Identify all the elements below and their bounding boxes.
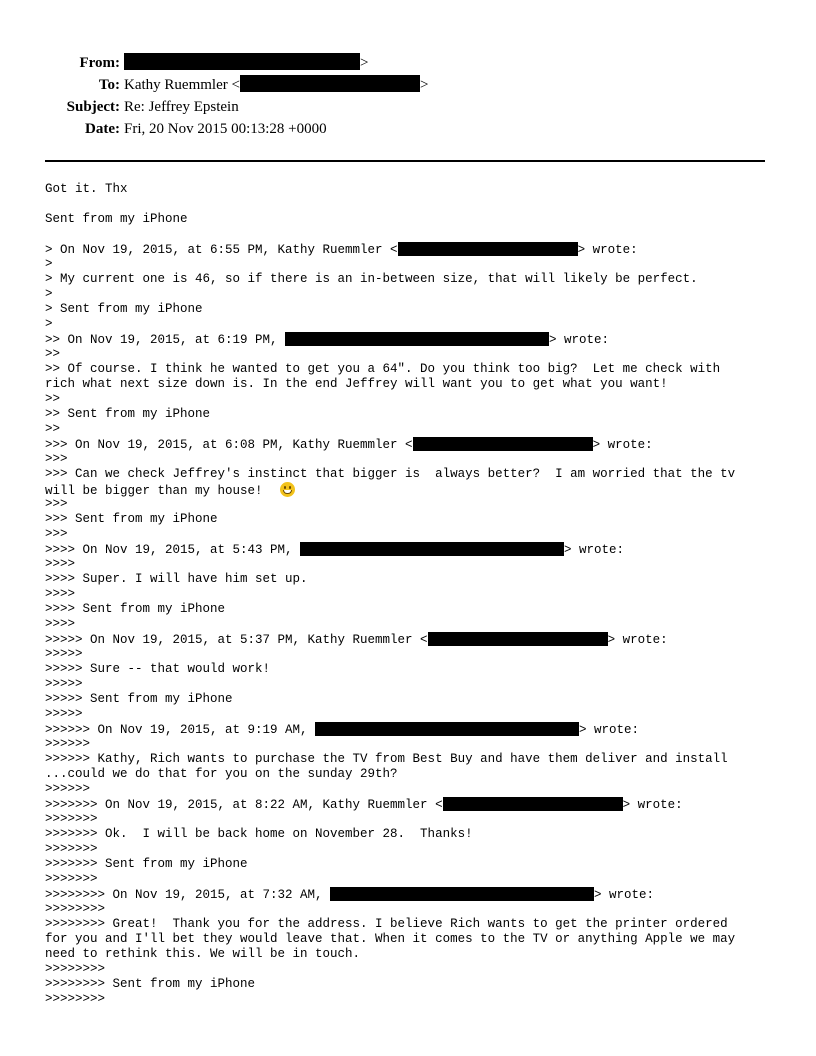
body-line bbox=[45, 572, 775, 587]
body-line-text: will be bigger than my house! bbox=[45, 484, 278, 498]
body-line-text: >> Of course. I think he wanted to get you a 64". Do you think too big? Let me check with bbox=[45, 362, 721, 376]
body-line bbox=[45, 497, 775, 512]
body-line bbox=[45, 542, 775, 557]
body-line bbox=[45, 587, 775, 602]
body-line-text: >>> bbox=[45, 497, 68, 511]
body-line bbox=[45, 347, 775, 362]
body-line bbox=[45, 842, 775, 857]
redaction-box bbox=[398, 242, 578, 256]
body-line bbox=[45, 932, 775, 947]
grinning-face-icon bbox=[280, 482, 295, 497]
body-line-suffix: > wrote: bbox=[592, 438, 653, 452]
body-line bbox=[45, 392, 775, 407]
body-line-text: >> Sent from my iPhone bbox=[45, 407, 211, 421]
to-row bbox=[0, 74, 816, 96]
body-line bbox=[45, 407, 775, 422]
body-line-text: Sent from my iPhone bbox=[45, 212, 188, 226]
body-line bbox=[45, 377, 775, 392]
body-line bbox=[45, 722, 775, 737]
body-line-text: >>>>>>> bbox=[45, 842, 98, 856]
body-line-text: >>>>>>> bbox=[45, 872, 98, 886]
body-line-text: >>>>>>>> Great! Thank you for the address. I believe Rich wants to get the printer ordered bbox=[45, 917, 728, 931]
body-line-text: >> bbox=[45, 392, 61, 406]
body-line bbox=[45, 962, 775, 977]
redaction-box bbox=[124, 53, 360, 70]
from-value: > bbox=[124, 52, 368, 74]
body-line bbox=[45, 272, 775, 287]
body-line bbox=[45, 182, 775, 197]
body-line-suffix: > wrote: bbox=[594, 888, 655, 902]
body-line bbox=[45, 422, 775, 437]
body-line-text: >>>>>>> Sent from my iPhone bbox=[45, 857, 248, 871]
body-line bbox=[45, 992, 775, 1007]
body-line-text: >>>>>> On Nov 19, 2015, at 9:19 AM, bbox=[45, 723, 316, 737]
body-line-suffix: > wrote: bbox=[607, 633, 668, 647]
body-line-text: >>>> bbox=[45, 617, 76, 631]
body-line bbox=[45, 227, 775, 242]
body-line-text: >>>>>>>> bbox=[45, 992, 106, 1006]
body-line bbox=[45, 527, 775, 542]
date-label: Date: bbox=[85, 121, 120, 137]
to-label: To: bbox=[98, 77, 120, 93]
body-line bbox=[45, 857, 775, 872]
body-line-text: >>> On Nov 19, 2015, at 6:08 PM, Kathy Ruemmler < bbox=[45, 438, 413, 452]
body-line bbox=[45, 212, 775, 227]
body-line-suffix: > wrote: bbox=[577, 243, 638, 257]
body-line bbox=[45, 362, 775, 377]
date-row bbox=[0, 118, 816, 140]
body-line-text: >> bbox=[45, 422, 61, 436]
body-line bbox=[45, 437, 775, 452]
body-line-text: >>>> Sent from my iPhone bbox=[45, 602, 226, 616]
body-line bbox=[45, 737, 775, 752]
body-line-text: >>>>>>>> bbox=[45, 962, 106, 976]
body-line bbox=[45, 317, 775, 332]
body-line bbox=[45, 467, 775, 482]
body-line bbox=[45, 242, 775, 257]
body-line bbox=[45, 332, 775, 347]
body-line-text: >>>>> Sent from my iPhone bbox=[45, 692, 233, 706]
body-line bbox=[45, 797, 775, 812]
body-line bbox=[45, 707, 775, 722]
header-divider bbox=[45, 160, 765, 162]
body-line bbox=[45, 782, 775, 797]
body-line-text: >>>>> bbox=[45, 647, 83, 661]
body-line bbox=[45, 632, 775, 647]
from-label: From: bbox=[79, 55, 120, 71]
body-line-text: >>>>>>> On Nov 19, 2015, at 8:22 AM, Kathy Ruemmler < bbox=[45, 798, 443, 812]
body-line bbox=[45, 662, 775, 677]
body-line bbox=[45, 827, 775, 842]
body-line bbox=[45, 917, 775, 932]
body-line-text: > bbox=[45, 287, 53, 301]
body-line-text: >>>>> bbox=[45, 707, 83, 721]
subject-row bbox=[0, 96, 816, 118]
body-line-text: >>> bbox=[45, 527, 68, 541]
redaction-box bbox=[285, 332, 549, 346]
body-line bbox=[45, 752, 775, 767]
subject-value: Re: Jeffrey Epstein bbox=[124, 99, 239, 115]
email-body bbox=[45, 182, 775, 1007]
body-line-suffix: > wrote: bbox=[579, 723, 640, 737]
date-value: Fri, 20 Nov 2015 00:13:28 +0000 bbox=[124, 121, 327, 137]
body-line bbox=[45, 887, 775, 902]
body-line-text: >>>>> bbox=[45, 677, 83, 691]
body-line-text: >>>> Super. I will have him set up. bbox=[45, 572, 308, 586]
body-line-text: >>>>>>>> Sent from my iPhone bbox=[45, 977, 256, 991]
body-line-text: >>>>>> bbox=[45, 737, 91, 751]
body-line-text: >>>>>> Kathy, Rich wants to purchase the TV from Best Buy and have them deliver and install bbox=[45, 752, 728, 766]
body-line bbox=[45, 257, 775, 272]
body-line-suffix: > wrote: bbox=[564, 543, 625, 557]
body-line bbox=[45, 767, 775, 782]
body-line bbox=[45, 977, 775, 992]
body-line-text: >>>>>> bbox=[45, 782, 91, 796]
body-line-text: >>>>> Sure -- that would work! bbox=[45, 662, 271, 676]
body-line-text: rich what next size down is. In the end Jeffrey will want you to get what you want! bbox=[45, 377, 668, 391]
body-line-text: >>> bbox=[45, 452, 68, 466]
body-line bbox=[45, 452, 775, 467]
body-line bbox=[45, 677, 775, 692]
body-line bbox=[45, 512, 775, 527]
body-line bbox=[45, 902, 775, 917]
body-line bbox=[45, 812, 775, 827]
body-line-text: ...could we do that for you on the sunday 29th? bbox=[45, 767, 398, 781]
body-line-text: >>>> bbox=[45, 587, 76, 601]
from-row bbox=[0, 52, 816, 74]
body-line-text: >>> Can we check Jeffrey's instinct that bigger is always better? I am worried that the tv bbox=[45, 467, 736, 481]
body-line-text: >>>>>>> Ok. I will be back home on November 28. Thanks! bbox=[45, 827, 473, 841]
body-line-text: > bbox=[45, 317, 53, 331]
body-line-text: >> bbox=[45, 347, 61, 361]
body-line-text: >>>> On Nov 19, 2015, at 5:43 PM, bbox=[45, 543, 301, 557]
body-line-text: >>>>>>>> On Nov 19, 2015, at 7:32 AM, bbox=[45, 888, 331, 902]
redaction-box bbox=[330, 887, 594, 901]
body-line-text: > bbox=[45, 257, 53, 271]
body-line-text: >>>> bbox=[45, 557, 76, 571]
redaction-box bbox=[240, 75, 420, 92]
body-line bbox=[45, 647, 775, 662]
body-line-text: >>>>> On Nov 19, 2015, at 5:37 PM, Kathy Ruemmler < bbox=[45, 633, 428, 647]
body-line bbox=[45, 197, 775, 212]
body-line-text: >>>>>>> bbox=[45, 812, 98, 826]
body-line-text: > My current one is 46, so if there is an in-between size, that will likely be perfect. bbox=[45, 272, 698, 286]
redaction-box bbox=[428, 632, 608, 646]
body-line bbox=[45, 617, 775, 632]
body-line bbox=[45, 287, 775, 302]
body-line-text: for you and I'll bet they would leave that. When it comes to the TV or anything Apple we may bbox=[45, 932, 736, 946]
body-line-text: need to rethink this. We will be in touch. bbox=[45, 947, 361, 961]
body-line bbox=[45, 947, 775, 962]
body-line-text: >>> Sent from my iPhone bbox=[45, 512, 218, 526]
body-line-text: Got it. Thx bbox=[45, 182, 128, 196]
body-line-text: >> On Nov 19, 2015, at 6:19 PM, bbox=[45, 333, 286, 347]
body-line bbox=[45, 302, 775, 317]
body-line-text: > Sent from my iPhone bbox=[45, 302, 203, 316]
body-line-text: >>>>>>>> bbox=[45, 902, 106, 916]
body-line-suffix: > wrote: bbox=[549, 333, 610, 347]
body-line bbox=[45, 872, 775, 887]
subject-label: Subject: bbox=[66, 99, 120, 115]
body-line-suffix: > wrote: bbox=[622, 798, 683, 812]
body-line bbox=[45, 557, 775, 572]
body-line-text: > On Nov 19, 2015, at 6:55 PM, Kathy Ruemmler < bbox=[45, 243, 398, 257]
body-line bbox=[45, 692, 775, 707]
body-line bbox=[45, 602, 775, 617]
to-value: Kathy Ruemmler < > bbox=[124, 77, 429, 93]
redaction-box bbox=[300, 542, 564, 556]
redaction-box bbox=[443, 797, 623, 811]
redaction-box bbox=[413, 437, 593, 451]
body-line bbox=[45, 482, 775, 497]
redaction-box bbox=[315, 722, 579, 736]
